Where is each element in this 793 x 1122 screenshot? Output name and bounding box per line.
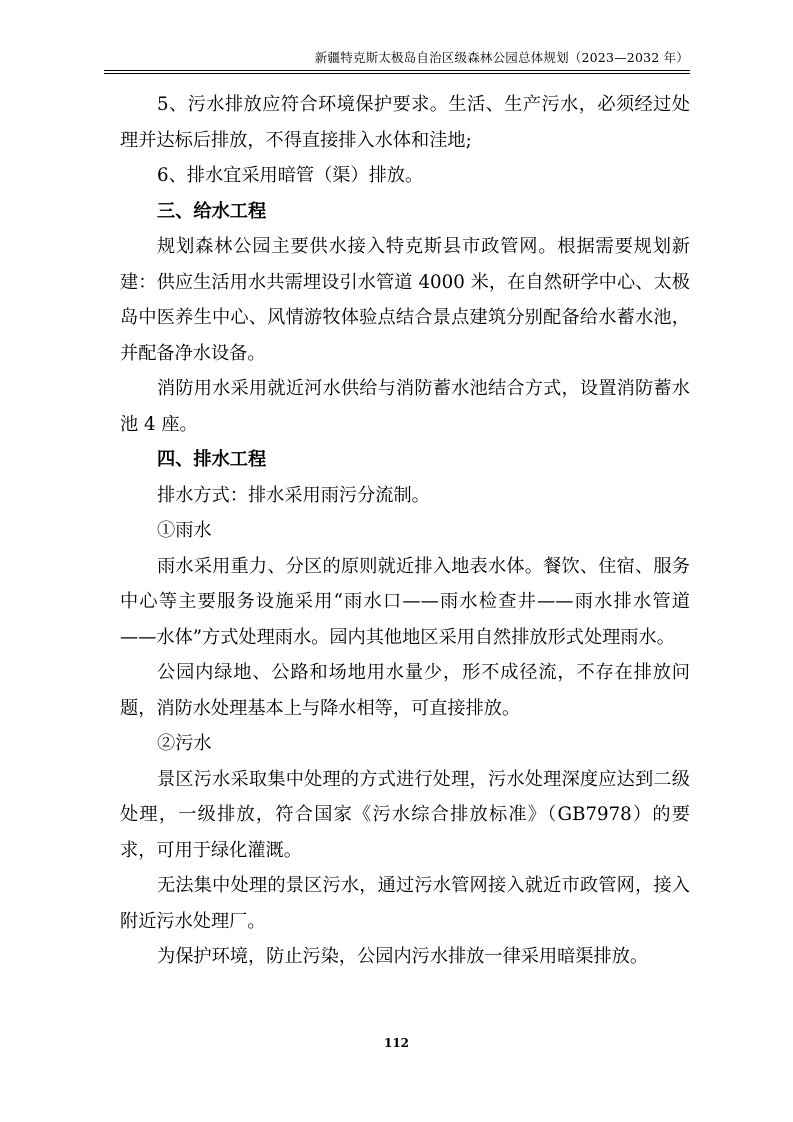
paragraph-rainwater-treatment: 雨水采用重力、分区的原则就近排入地表水体。餐饮、住宿、服务中心等主要服务设施采用“雨水口——雨水检查井——雨水排水管道——水体”方式处理雨水。园内其他地区采用自然排放形式处理雨水。 bbox=[120, 555, 690, 648]
list-item-wastewater-discharge: 5、污水排放应符合环境保护要求。生活、生产污水，必须经过处理并达标后排放，不得直接排入水体和洼地; bbox=[120, 94, 690, 151]
subheading-rainwater: ①雨水 bbox=[157, 520, 212, 541]
paragraph-water-supply-plan: 规划森林公园主要供水接入特克斯县市政管网。根据需要规划新建：供应生活用水共需埋设引水管道 4000 米，在自然研学中心、太极岛中医养生中心、风情游牧体验点结合景点建筑分别配备给水蓄水池，并配备净水设备。 bbox=[120, 236, 690, 364]
paragraph-sewage-network: 无法集中处理的景区污水，通过污水管网接入就近市政管网，接入附近污水处理厂。 bbox=[120, 875, 690, 932]
paragraph-fire-water: 消防用水采用就近河水供给与消防蓄水池结合方式，设置消防蓄水池 4 座。 bbox=[120, 378, 690, 435]
document-body bbox=[120, 87, 690, 975]
paragraph-green-runoff: 公园内绿地、公路和场地用水量少，形不成径流，不存在排放问题，消防水处理基本上与降水相等，可直接排放。 bbox=[120, 662, 690, 719]
header-rule bbox=[104, 73, 690, 74]
page-number: 112 bbox=[383, 1036, 410, 1050]
paragraph-drainage-method: 排水方式：排水采用雨污分流制。 bbox=[157, 484, 430, 506]
section-heading-water-supply: 三、给水工程 bbox=[157, 200, 267, 222]
header-rule bbox=[104, 70, 690, 71]
paragraph-sewage-treatment: 景区污水采取集中处理的方式进行处理，污水处理深度应达到二级处理，一级排放，符合国家《污水综合排放标准》（GB7978）的要求，可用于绿化灌溉。 bbox=[120, 768, 690, 861]
list-item-drainage-pipes: 6、排水宜采用暗管（渠）排放。 bbox=[157, 165, 424, 186]
running-header: 新疆特克斯太极岛自治区级森林公园总体规划（2023—2032 年） bbox=[314, 50, 689, 65]
subheading-sewage: ②污水 bbox=[157, 733, 212, 754]
paragraph-covered-channels: 为保护环境，防止污染，公园内污水排放一律采用暗渠排放。 bbox=[157, 946, 649, 967]
section-heading-drainage: 四、排水工程 bbox=[157, 449, 267, 470]
